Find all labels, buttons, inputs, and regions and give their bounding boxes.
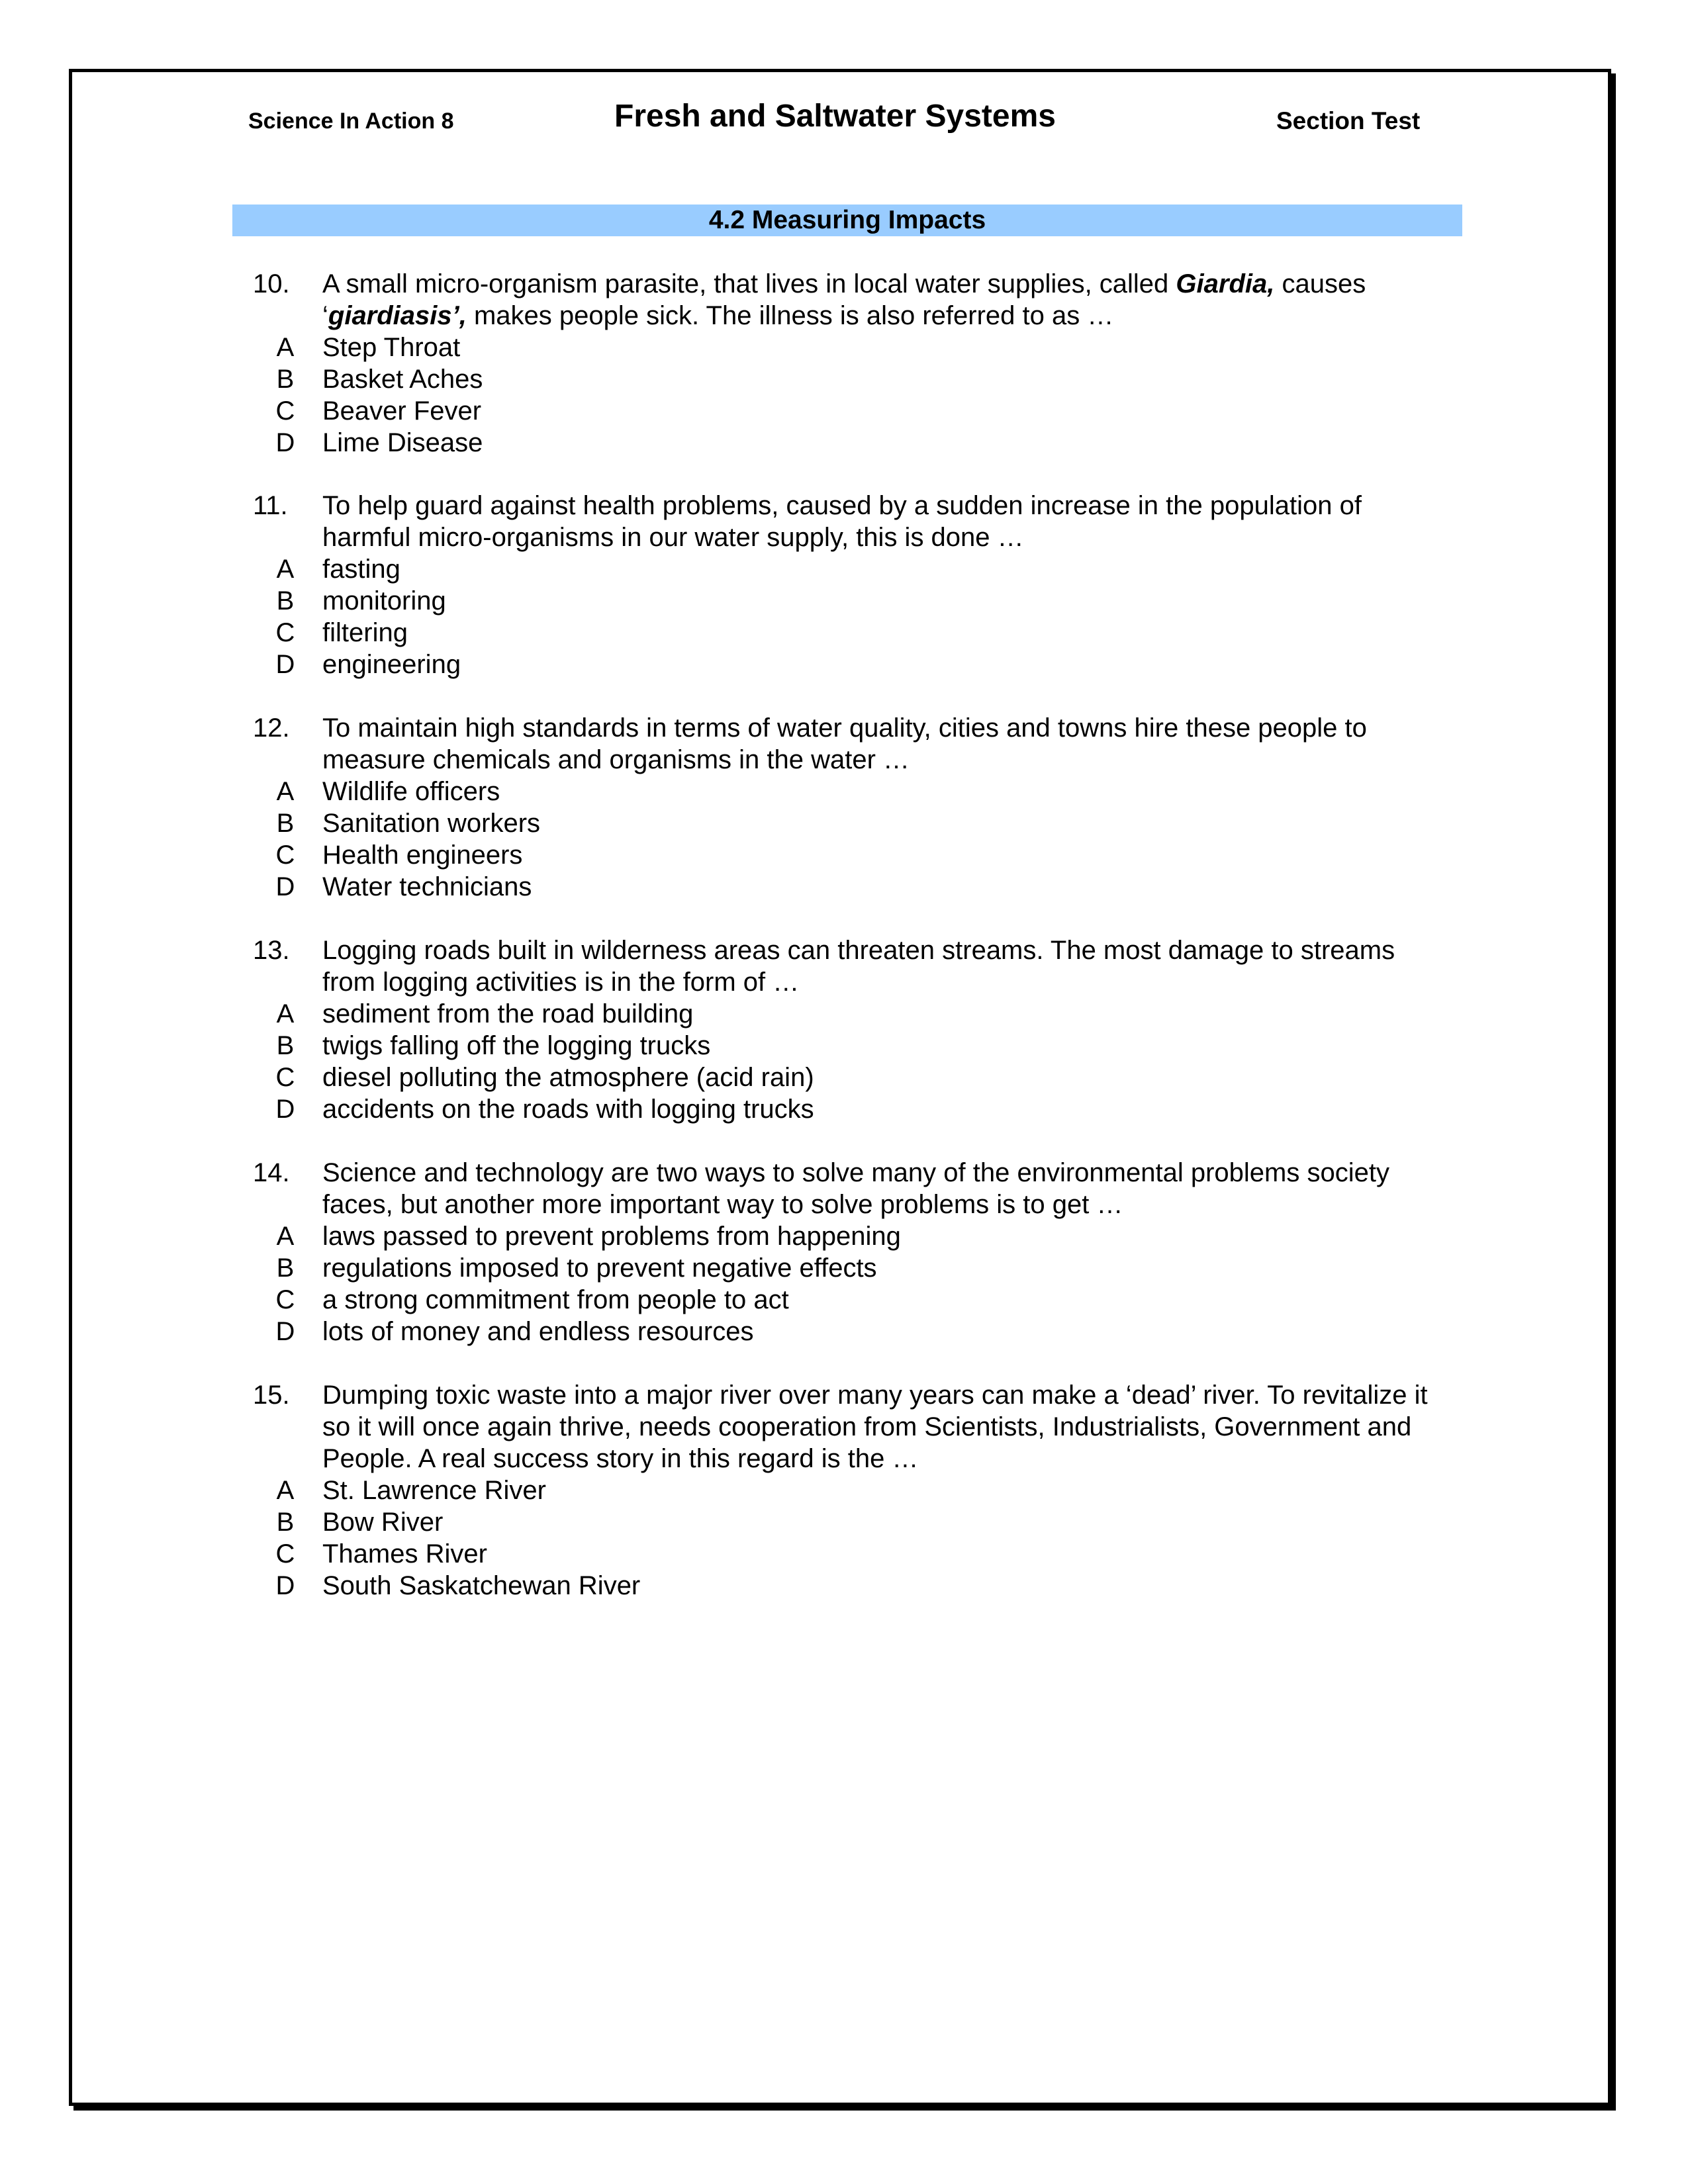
option-letter: C <box>275 841 295 870</box>
option-text: Sanitation workers <box>322 809 541 838</box>
option-text: South Saskatchewan River <box>322 1571 641 1600</box>
question-stem: To help guard against health problems, caused by a sudden increase in the population of harmful micro-organisms in our water supply, this is done … <box>322 491 1362 552</box>
option-text: Health engineers <box>322 841 523 870</box>
option-letter: A <box>276 1222 295 1251</box>
question-number: 15. <box>253 1381 290 1410</box>
option-letter: B <box>276 365 295 394</box>
option-letter: C <box>275 1539 295 1569</box>
option-text: Bow River <box>322 1508 444 1537</box>
option-letter: B <box>276 586 295 615</box>
option-letter: D <box>275 872 295 901</box>
option-letter: D <box>275 428 295 457</box>
option-letter: B <box>276 1508 295 1537</box>
option-text: Wildlife officers <box>322 777 500 806</box>
stem-term-giardiasis: giardiasis’, <box>328 301 467 330</box>
test-type: Section Test <box>1276 107 1421 134</box>
stem-text: A small micro-organism parasite, that lives in local water supplies, called <box>322 269 1176 298</box>
stem-text: makes people sick. The illness is also referred to as … <box>466 301 1114 330</box>
page-border <box>69 69 1611 2106</box>
option-text: diesel polluting the atmosphere (acid rain) <box>322 1063 814 1092</box>
option-text: sediment from the road building <box>322 999 694 1028</box>
option-text: a strong commitment from people to act <box>322 1285 789 1314</box>
option-text: Water technicians <box>322 872 532 901</box>
option-text: St. Lawrence River <box>322 1476 546 1505</box>
option-letter: A <box>276 555 295 584</box>
option-text: regulations imposed to prevent negative effects <box>322 1253 877 1283</box>
question-number: 14. <box>253 1158 290 1187</box>
question-stem: Dumping toxic waste into a major river over many years can make a ‘dead’ river. To revitalize it so it will once again thrive, needs cooperation from Scientists, Industrialists, Government and People. A real success story in this regard is the … <box>322 1381 1428 1473</box>
section-heading: 4.2 Measuring Impacts <box>232 205 1462 236</box>
option-letter: A <box>276 999 295 1028</box>
question-stem: To maintain high standards in terms of water quality, cities and towns hire these people to measure chemicals and organisms in the water … <box>322 713 1367 774</box>
option-letter: C <box>275 396 295 426</box>
option-text: engineering <box>322 650 461 679</box>
option-text: laws passed to prevent problems from happening <box>322 1222 901 1251</box>
option-text: monitoring <box>322 586 446 615</box>
option-letter: D <box>275 1571 295 1600</box>
option-text: Step Throat <box>322 333 461 362</box>
option-letter: A <box>276 333 295 362</box>
page-title: Fresh and Saltwater Systems <box>614 99 1056 134</box>
option-text: fasting <box>322 555 400 584</box>
question-stem: Science and technology are two ways to solve many of the environmental problems society faces, but another more important way to solve problems is to get … <box>322 1158 1389 1219</box>
option-letter: A <box>276 777 295 806</box>
option-text: filtering <box>322 618 408 647</box>
option-text: Beaver Fever <box>322 396 482 426</box>
question-number: 10. <box>253 269 290 298</box>
option-text: twigs falling off the logging trucks <box>322 1031 711 1060</box>
option-letter: B <box>276 1031 295 1060</box>
option-text: lots of money and endless resources <box>322 1317 754 1346</box>
option-text: Lime Disease <box>322 428 483 457</box>
course-name: Science In Action 8 <box>248 109 454 134</box>
option-letter: B <box>276 1253 295 1283</box>
question-number: 11. <box>253 491 288 520</box>
question-stem <box>322 268 1454 332</box>
option-letter: C <box>275 1063 295 1092</box>
option-letter: C <box>275 1285 295 1314</box>
question-number: 13. <box>253 936 290 965</box>
option-text: accidents on the roads with logging trucks <box>322 1095 814 1124</box>
option-letter: D <box>275 1317 295 1346</box>
question-number: 12. <box>253 713 290 743</box>
option-letter: B <box>276 809 295 838</box>
option-text: Thames River <box>322 1539 487 1569</box>
option-letter: C <box>275 618 295 647</box>
option-letter: D <box>275 650 295 679</box>
stem-text: causes ‘ <box>322 269 1366 330</box>
option-letter: A <box>276 1476 295 1505</box>
stem-term-giardia: Giardia, <box>1176 269 1275 298</box>
option-letter: D <box>275 1095 295 1124</box>
option-text: Basket Aches <box>322 365 483 394</box>
question-stem: Logging roads built in wilderness areas can threaten streams. The most damage to streams from logging activities is in the form of … <box>322 936 1395 997</box>
